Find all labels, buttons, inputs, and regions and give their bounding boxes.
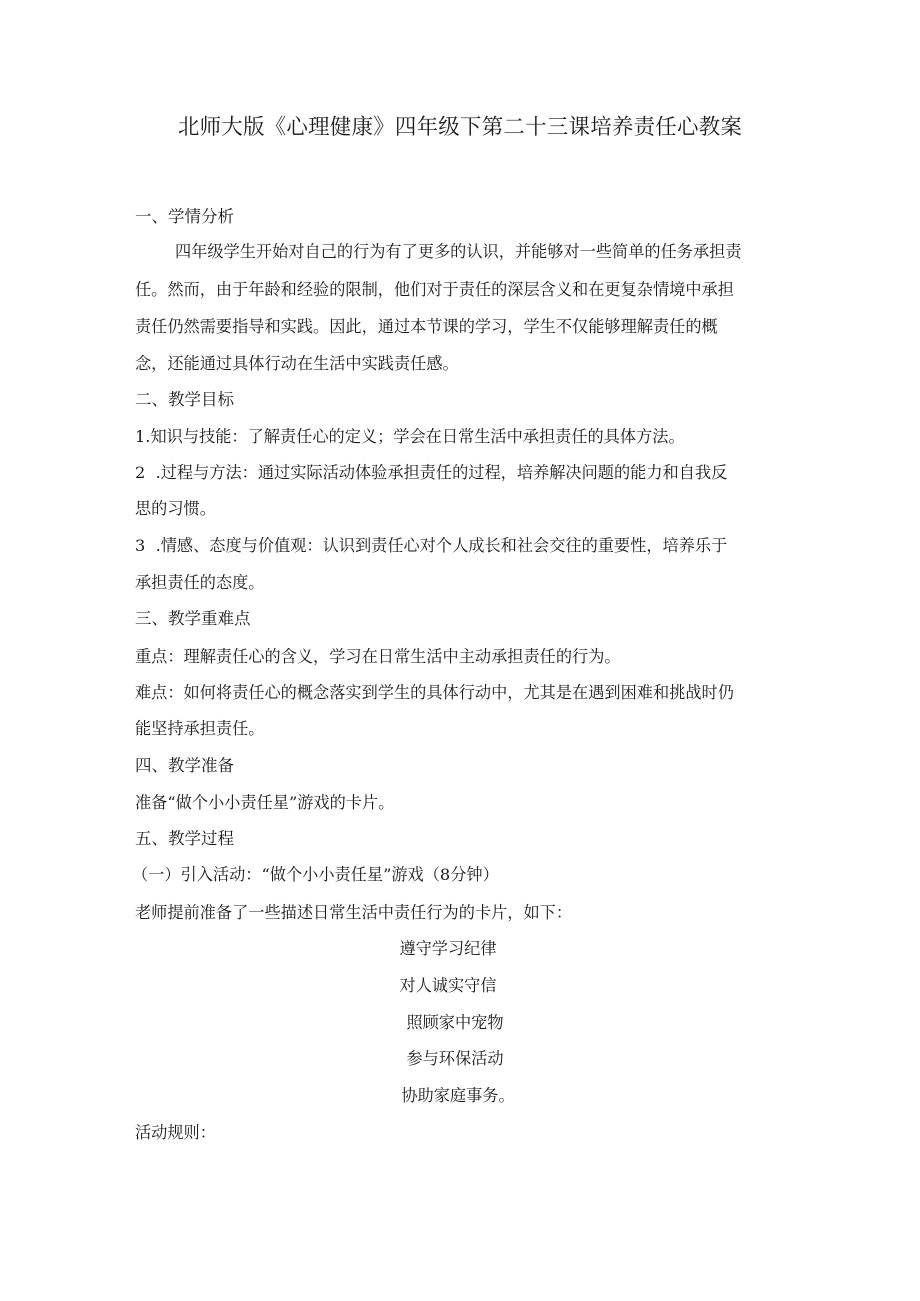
- objective-item-3-cont: 承担责任的态度。: [135, 573, 265, 592]
- rules-label: 活动规则：: [135, 1123, 216, 1142]
- objective-item-2-cont: 思的习惯。: [135, 499, 216, 518]
- section-heading-process: 五、教学过程: [135, 829, 234, 848]
- section-heading-objectives: 二、教学目标: [135, 390, 234, 409]
- paragraph-line: 责任仍然需要指导和实践。因此，通过本节课的学习，学生不仅能够理解责任的概: [135, 317, 718, 336]
- intro-text: 老师提前准备了一些描述日常生活中责任行为的卡片，如下：: [135, 903, 573, 922]
- difficulty-point-cont: 能坚持承担责任。: [135, 719, 265, 738]
- sub-heading-intro-activity: （一）引入活动：“做个小小责任星”游戏（8分钟）: [132, 865, 499, 884]
- paragraph-line: 任。然而，由于年龄和经验的限制，他们对于责任的深层含义和在更复杂情境中承担: [135, 280, 734, 299]
- document-title: 北师大版《心理健康》四年级下第二十三课培养责任心教案: [177, 115, 743, 140]
- objective-item-2: 2 .过程与方法：通过实际活动体验承担责任的过程，培养解决问题的能力和自我反: [135, 463, 728, 482]
- section-heading-preparation: 四、教学准备: [135, 756, 234, 775]
- preparation-text: 准备“做个小小责任星”游戏的卡片。: [135, 793, 395, 812]
- card-item: 协助家庭事务。: [401, 1086, 515, 1105]
- card-item: 遵守学习纪律: [399, 939, 497, 958]
- objective-item-3: 3 .情感、态度与价值观：认识到责任心对个人成长和社会交往的重要性，培养乐于: [135, 536, 728, 555]
- paragraph-line: 念，还能通过具体行动在生活中实践责任感。: [135, 354, 459, 373]
- card-item: 照顾家中宠物: [406, 1013, 504, 1032]
- objective-item-1: 1.知识与技能：了解责任心的定义；学会在日常生活中承担责任的具体方法。: [135, 427, 685, 446]
- section-heading-key-points: 三、教学重难点: [135, 609, 251, 628]
- paragraph-line: 四年级学生开始对自己的行为有了更多的认识，并能够对一些简单的任务承担责: [175, 242, 742, 261]
- key-point: 重点：理解责任心的含义，学习在日常生活中主动承担责任的行为。: [135, 647, 621, 666]
- section-heading-analysis: 一、学情分析: [135, 207, 234, 226]
- card-item: 参与环保活动: [406, 1049, 504, 1068]
- difficulty-point: 难点：如何将责任心的概念落实到学生的具体行动中，尤其是在遇到困难和挑战时仍: [135, 683, 734, 702]
- card-item: 对人诚实守信: [399, 976, 497, 995]
